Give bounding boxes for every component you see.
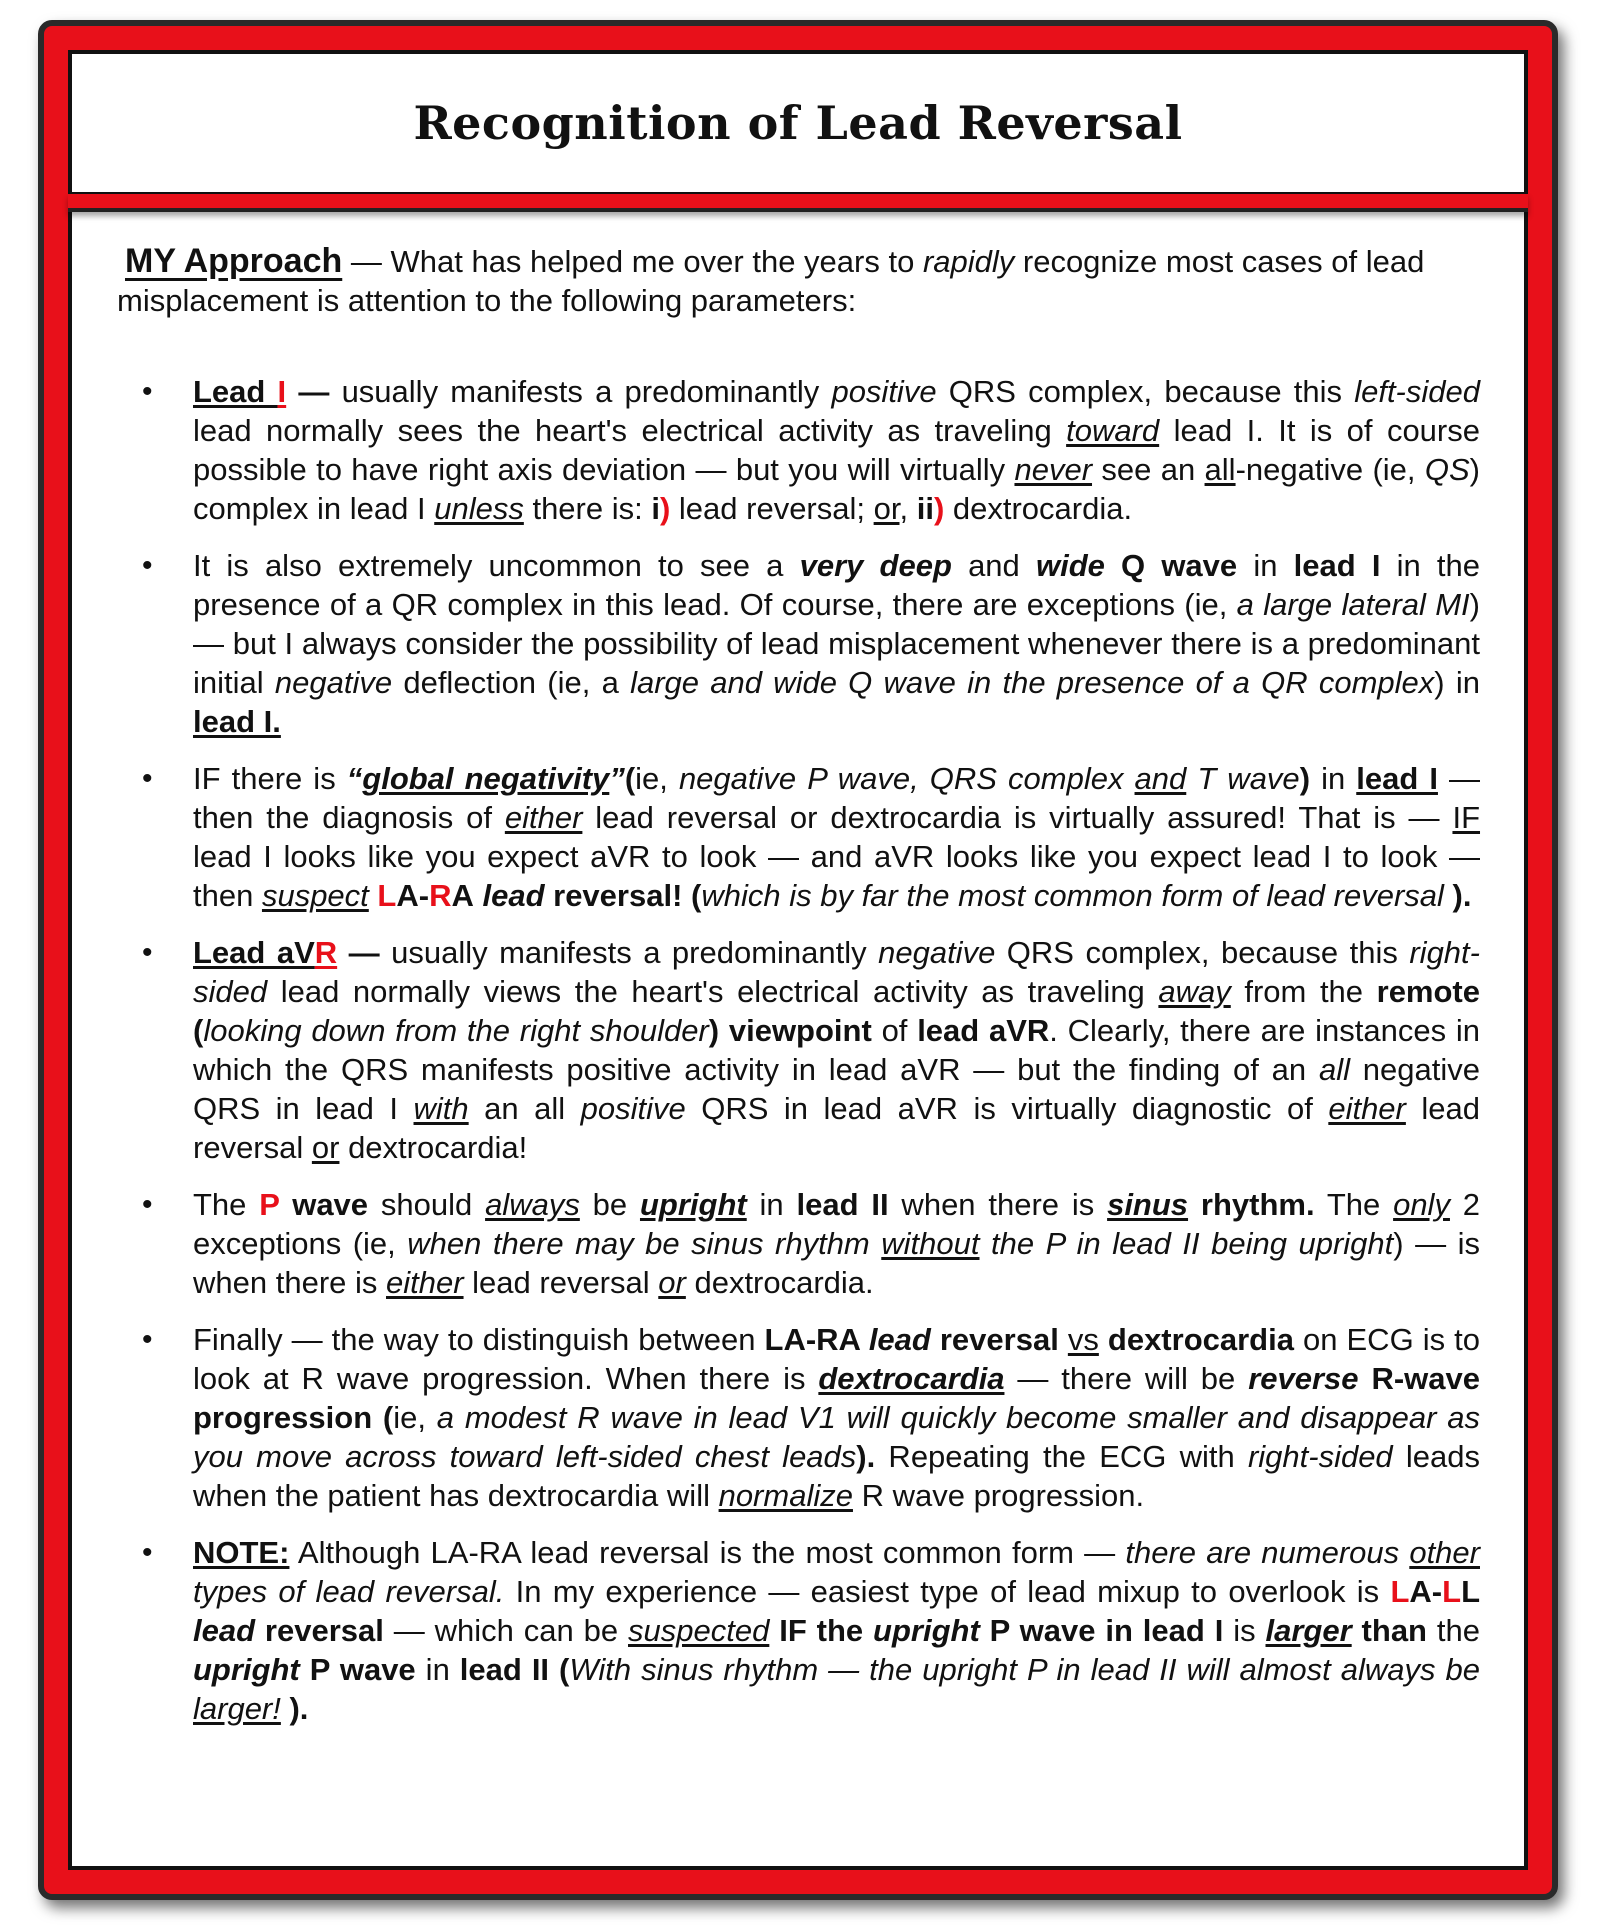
content [117,242,1480,1746]
bullet-lead-avr: • Lead aVR — usually manifests a predominantly negative QRS complex, because this right-sided lead normally views the heart's electrical activity as traveling away from the remote (looking down from the right shoulder) viewpoint of lead aVR. Clearly, there are instances in which the QRS manifests positive activity in lead aVR — but the finding of an all negative QRS in lead I with an all positive QRS in lead aVR is virtually diagnostic of either lead reversal or dextrocardia! [142,935,1480,1165]
bullet-icon: • [142,936,153,969]
title-red-band [68,194,1528,212]
bullet-list [117,372,1480,1728]
document-panel [68,50,1528,1870]
bullet-icon: • [142,549,153,582]
bullet-dextrocardia: • Finally — the way to distinguish between LA-RA lead reversal vs dextrocardia on ECG is to look at R wave progression. When there is dextrocardia — there will be reverse R-wave progression (ie, a modest R wave in lead V1 will quickly become smaller and disappear as you move across toward left-sided chest leads). Repeating the ECG with right-sided leads when the patient has dextrocardia will normalize R wave progression. [142,1322,1480,1513]
red-frame [38,20,1558,1900]
bullet-icon: • [142,1536,153,1569]
bullet-q-wave: • It is also extremely uncommon to see a very deep and wide Q wave in lead I in the presence of a QR complex in this lead. Of course, there are exceptions (ie, a large lateral MI) — but I always consider the possibility of lead misplacement whenever there is a predominant initial negative deflection (ie, a large and wide Q wave in the presence of a QR complex) in lead I. [142,548,1480,739]
bullet-icon: • [142,1323,153,1356]
page-title: Recognition of Lead Reversal [413,96,1183,150]
title-box [72,54,1524,197]
bullet-global-negativity: • IF there is “global negativity”(ie, negative P wave, QRS complex and T wave) in lead I — then the diagnosis of either lead reversal or dextrocardia is virtually assured! That is — IF lead I looks like you expect aVR to look — and aVR looks like you expect lead I to look — then suspect LA-RA lead reversal! (which is by far the most common form of lead reversal ). [142,761,1481,913]
bullet-icon: • [142,1188,153,1221]
intro-label: MY Approach [125,242,343,280]
bullet-lead-i: • Lead I — usually manifests a predominantly positive QRS complex, because this left-sided lead normally sees the heart's electrical activity as traveling toward lead I. It is of course possible to have right axis deviation — but you will virtually never see an all-negative (ie, QS) complex in lead I unless there is: i) lead reversal; or, ii) dextrocardia. [142,374,1480,526]
bullet-icon: • [142,375,153,408]
bullet-icon: • [142,762,153,795]
bullet-p-wave: • The P wave should always be upright in lead II when there is sinus rhythm. The only 2 exceptions (ie, when there may be sinus rhythm without the P in lead II being upright) — is when there is either lead reversal or dextrocardia. [142,1187,1481,1300]
bullet-note: • NOTE: Although LA-RA lead reversal is the most common form — there are numerous other types of lead reversal. In my experience — easiest type of lead mixup to overlook is LA-LL lead reversal — which can be suspected IF the upright P wave in lead I is larger than the upright P wave in lead II (With sinus rhythm — the upright P in lead II will almost always be larger! ). [142,1535,1481,1726]
intro-paragraph: MY Approach — What has helped me over the years to rapidly recognize most cases of lead misplacement is attention to the following parameters: [117,242,1425,318]
